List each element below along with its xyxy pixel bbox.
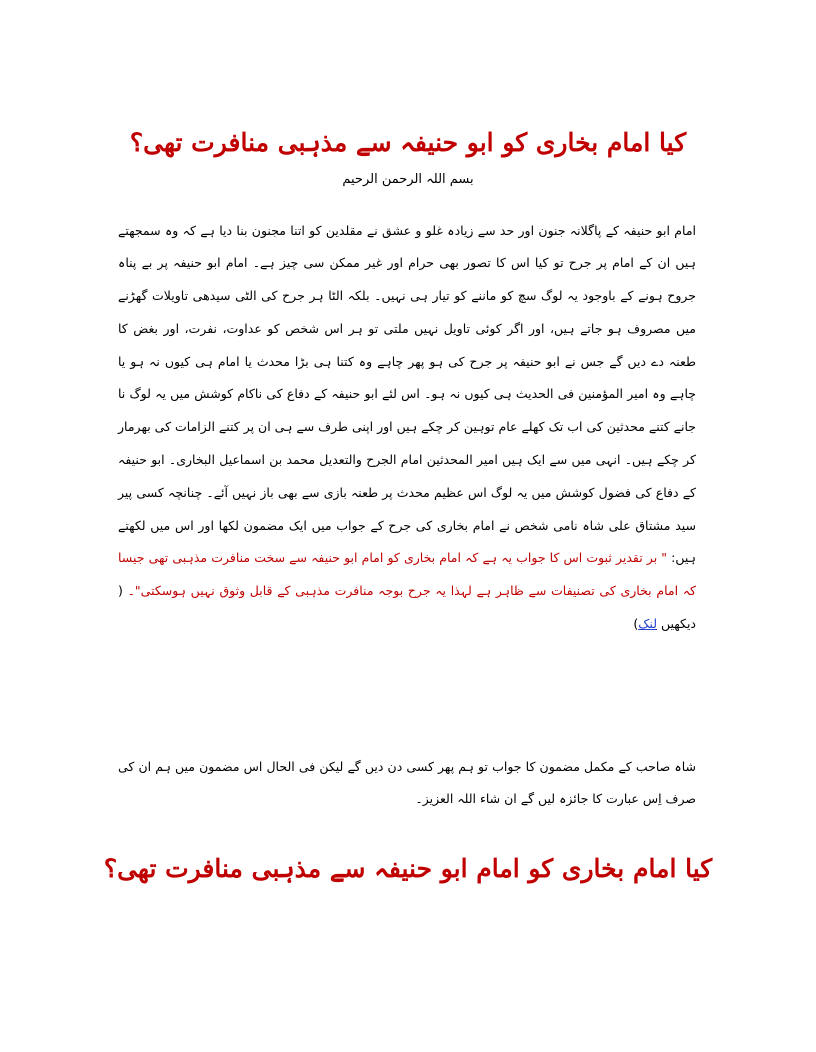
quoted-statement: " بر تقدیر ثبوت اس کا جواب یہ ہے کہ امام بخاری کو امام ابو حنیفہ سے سخت منافرت مذہبی تھی جیسا کہ امام بخاری کی تصنیفات سے ظاہر ہے لہذا یہ جرح بوجہ منافرت مذہبی کے قابل وثوق نہیں ہوسکتی"۔ (118, 550, 696, 599)
intro-paragraph (118, 215, 696, 641)
reference-link[interactable]: لنک (638, 616, 658, 632)
bismillah-line: بسم اللہ الرحمن الرحیم (342, 172, 474, 187)
article-title: کیا امام بخاری کو ابو حنیفہ سے مذہبی منافرت تھی؟ (129, 127, 687, 157)
reference-close: ) (633, 616, 639, 632)
reference-open: ( دیکھیں (118, 583, 696, 632)
section-heading: کیا امام بخاری کو امام ابو حنیفہ سے مذہبی منافرت تھی؟ (103, 853, 713, 883)
intro-paragraph-text: امام ابو حنیفہ کے پاگلانہ جنون اور حد سے زیادہ غلو و عشق نے مقلدین کو اتنا مجنون بنا دیا ہے کہ وہ سمجھتے ہیں ان کے امام پر جرح تو کیا اس کا تصور بھی حرام اور غیر ممکن سی چیز ہے۔ امام ابو حنیفہ پر بے پناہ جروح ہونے کے باوجود یہ لوگ سچ کو ماننے کو تیار ہی نہیں۔ بلکہ الٹا ہر جرح کی الٹی سیدھی تاویلات گھڑنے میں مصروف ہو جاتے ہیں، اور اگر کوئی تاویل نہیں ملتی تو ہر اس شخص کو عداوت، نفرت، اور بغض کا طعنہ دے دیں گے جس نے ابو حنیفہ پر جرح کی ہو پھر چاہے وہ کتنا ہی بڑا محدث یا امام ہی کیوں نہ ہو یا چاہے وہ امیر المؤمنین فی الحدیث ہی کیوں نہ ہو۔ اس لئے ابو حنیفہ کے دفاع کی ناکام کوشش میں یہ لوگ نا جانے کتنے محدثین کی اب تک کھلے عام توہین کر چکے ہیں اور اپنی طرف سے ہی ان پر کتنے الزامات کی بھرمار کر چکے ہیں۔ انہی میں سے ایک ہیں امیر المحدثین امام الجرح والتعدیل محمد بن اسماعیل البخاری۔ ابو حنیفہ کے دفاع کی فضول کوشش میں یہ لوگ اس عظیم محدث پر طعنہ بازی سے بھی باز نہیں آئے۔ چنانچہ کسی پیر سید مشتاق علی شاہ نامی شخص نے امام بخاری کی جرح کے جواب میں ایک مضمون لکھا اور اس میں لکھتے ہیں: (118, 222, 696, 566)
followup-paragraph: شاہ صاحب کے مکمل مضمون کا جواب تو ہم پھر کسی دن دیں گے لیکن فی الحال اس مضمون میں ہم ان کی صرف اِس عبارت کا جائزہ لیں گے ان شاء اللہ العزیز۔ (118, 758, 696, 807)
